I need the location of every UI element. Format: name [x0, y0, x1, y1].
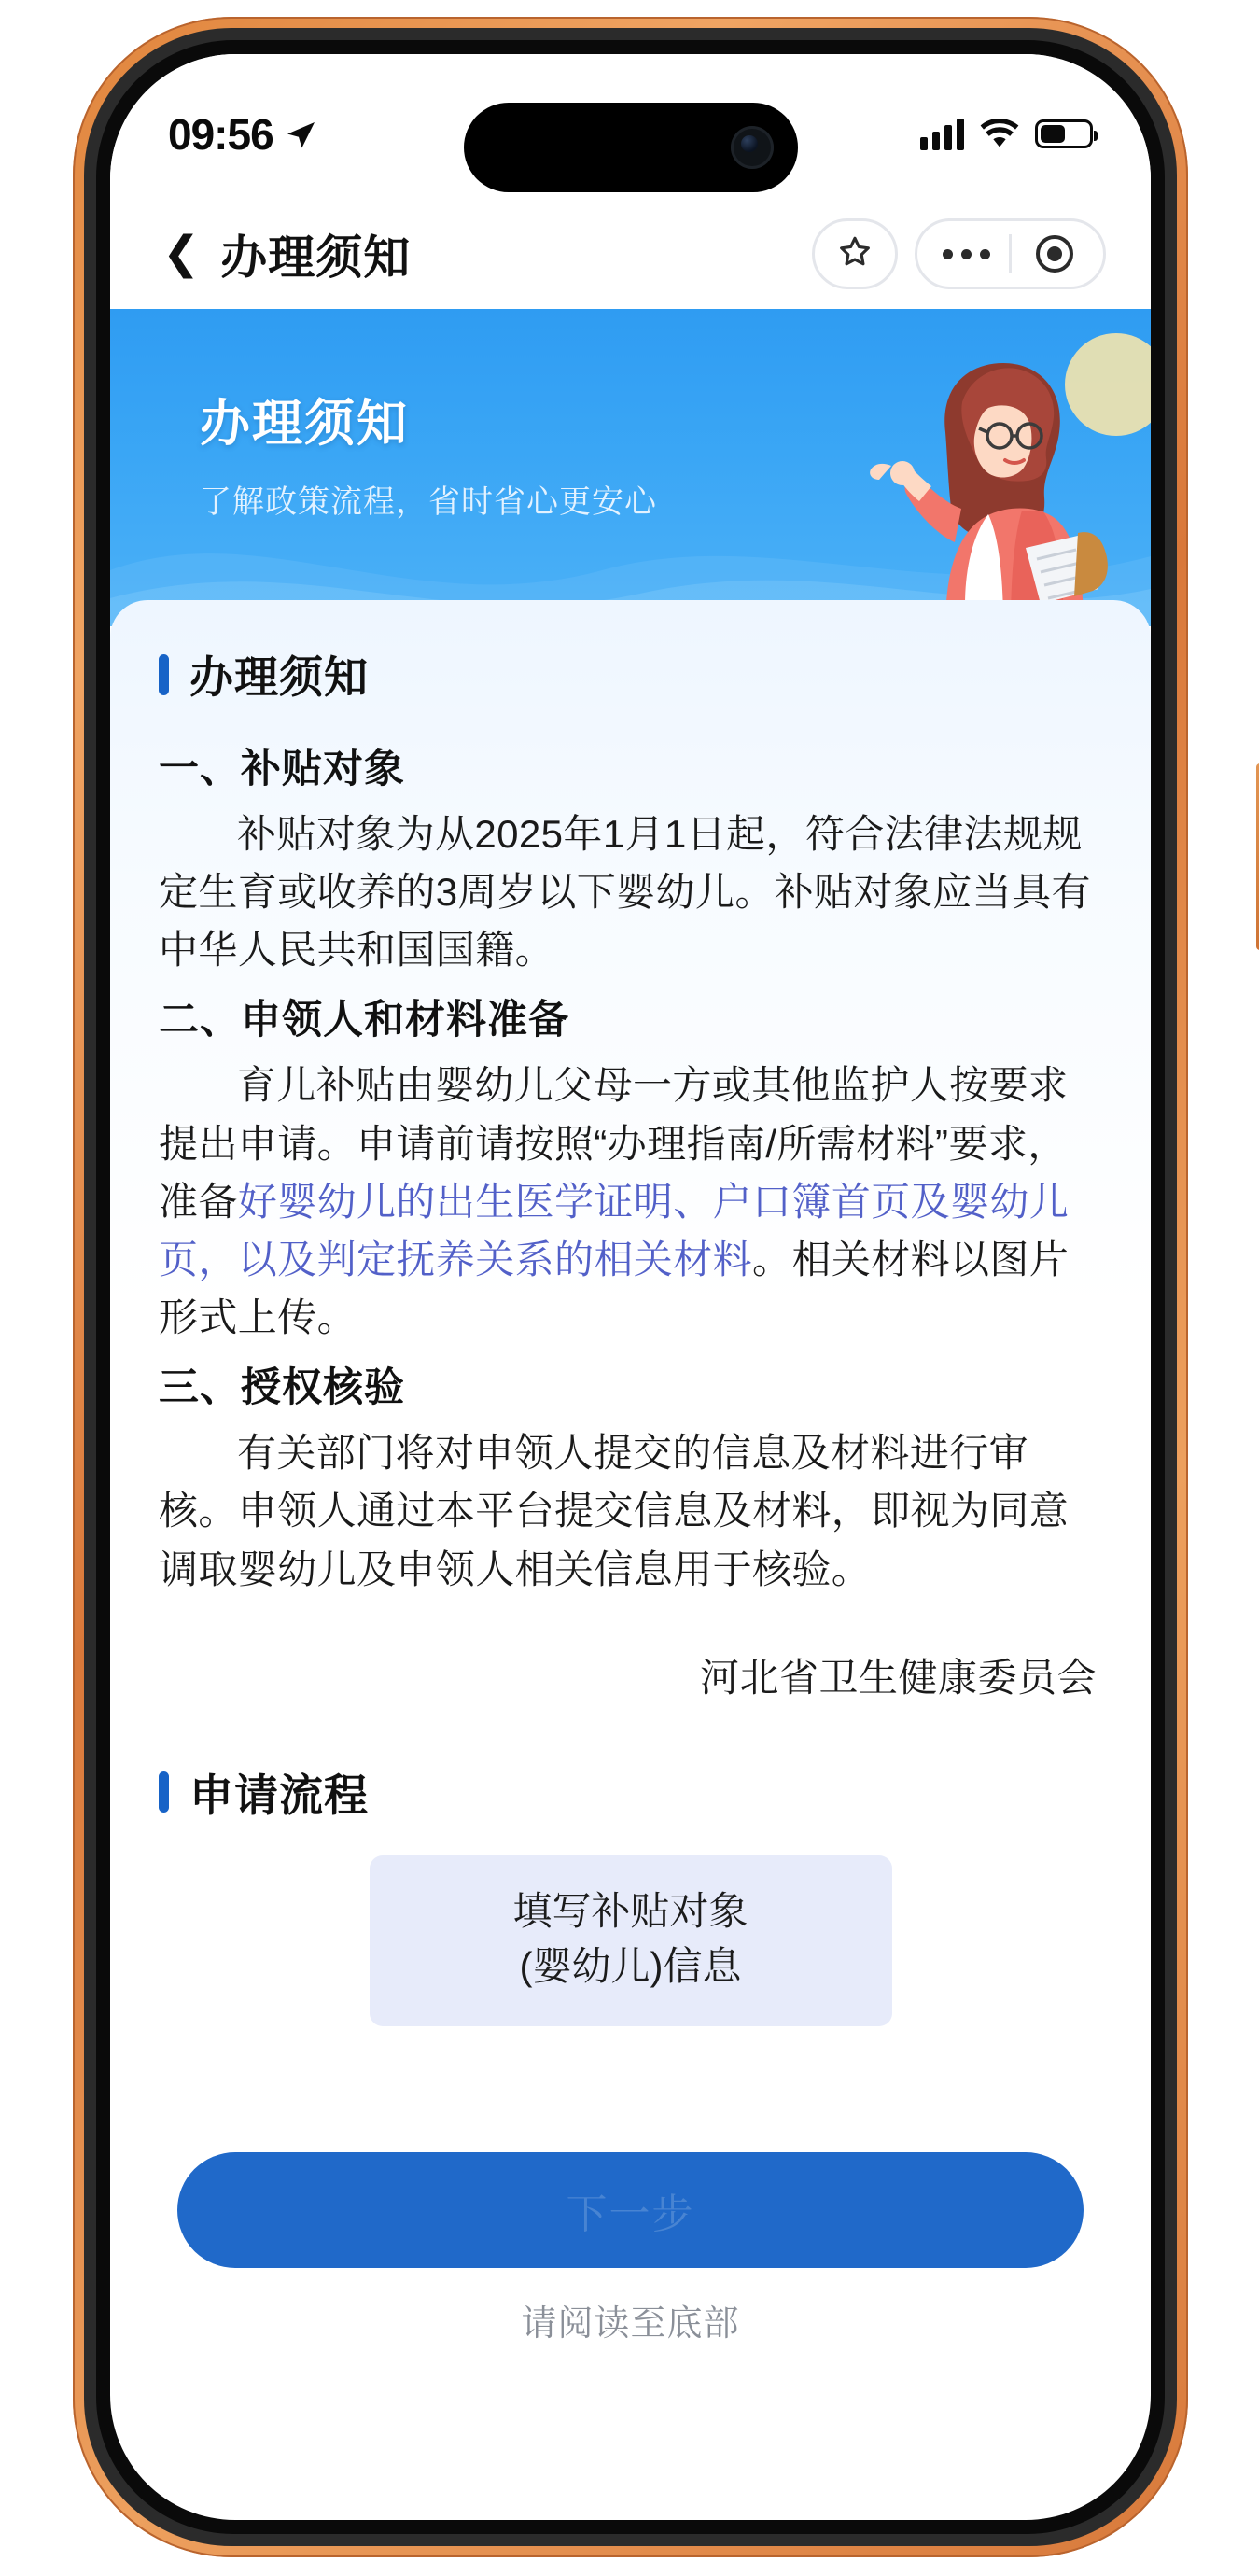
- article-paragraph: 补贴对象为从2025年1月1日起，符合法律法规规定生育或收养的3周岁以下婴幼儿。补贴对象应当具有中华人民共和国国籍。: [159, 812, 1091, 973]
- battery-icon: [1035, 119, 1093, 148]
- nav-right-group: [812, 218, 1106, 289]
- article-heading: 二、申领人和材料准备: [159, 998, 569, 1043]
- wifi-icon: [979, 119, 1020, 150]
- next-step-label: 下一步: [566, 2191, 695, 2237]
- next-step-button[interactable]: [177, 2152, 1084, 2268]
- target-circle-icon[interactable]: [1015, 235, 1094, 273]
- phone-screen: [110, 54, 1151, 2520]
- status-indicators: [920, 119, 1093, 150]
- paragraph-part-highlighted: 好婴幼儿的出生医学证明、户口簿首页及婴幼儿页，以及判定抚养关系的相关材料: [159, 1179, 1070, 1281]
- content-sheet: [110, 600, 1151, 2373]
- article-heading: 三、授权核验: [159, 1365, 405, 1411]
- star-outline-icon: [835, 232, 874, 276]
- phone-midframe: [84, 28, 1177, 2546]
- capsule-divider: [1009, 234, 1012, 273]
- paragraph-part-plain-2: 。相关材料以图片形式上传。: [159, 1237, 1070, 1340]
- bottom-action-bar: [110, 2119, 1151, 2373]
- paragraph-part-plain: 育儿补贴由婴幼儿父母一方或其他监护人按要求提出申请。申请前请按照“办理指南/所需材料”要求，准备: [159, 1063, 1069, 1224]
- hero-banner: [110, 309, 1151, 626]
- article-2: [159, 988, 1102, 1347]
- favorite-button[interactable]: [812, 218, 898, 289]
- location-arrow-icon: [285, 111, 316, 161]
- notice-section-header: [159, 643, 1102, 706]
- dynamic-island: [464, 103, 798, 192]
- flow-step-line-1: 填写补贴对象: [512, 1888, 748, 1933]
- front-camera-icon: [731, 126, 774, 169]
- person-pointing-illustration: [805, 346, 1113, 626]
- read-to-bottom-hint: 请阅读至底部: [521, 2304, 740, 2344]
- issuer-signature: 河北省卫生健康委员会: [699, 1655, 1097, 1700]
- flow-step-1: [370, 1855, 892, 2026]
- cellular-signal-icon: [920, 119, 964, 150]
- article-1: [159, 737, 1102, 979]
- nav-bar: [110, 199, 1151, 309]
- accent-bar-icon: [159, 654, 169, 695]
- hero-subtitle: 了解政策流程，省时省心更安心: [200, 484, 657, 520]
- status-clock: [168, 107, 316, 161]
- page-title: 办理须知: [220, 231, 412, 284]
- hero-text-group: [200, 384, 657, 522]
- article-heading: 一、补贴对象: [159, 747, 405, 791]
- article-paragraph: 有关部门将对申领人提交的信息及材料进行审核。申领人通过本平台提交信息及材料，即视为同意调取婴幼儿及申领人相关信息用于核验。: [159, 1431, 1070, 1591]
- phone-frame: [73, 17, 1188, 2557]
- article-paragraph: [159, 1057, 1102, 1347]
- status-bar: [110, 54, 1151, 199]
- flow-section-header: [159, 1761, 1102, 1824]
- flow-section-title: 申请流程: [189, 1770, 369, 1820]
- mini-program-capsule: [915, 218, 1106, 289]
- nav-left-group: [162, 220, 411, 287]
- hero-title: 办理须知: [200, 396, 409, 452]
- notice-section-title: 办理须知: [189, 652, 369, 702]
- phone-bezel: [96, 40, 1165, 2534]
- accent-bar-icon: [159, 1771, 169, 1813]
- more-dots-icon[interactable]: [927, 249, 1005, 259]
- chevron-left-icon[interactable]: ❮: [162, 229, 201, 278]
- flow-step-line-2: (婴幼儿)信息: [519, 1944, 742, 1989]
- article-3: [159, 1356, 1102, 1598]
- status-time: 09:56: [168, 109, 273, 159]
